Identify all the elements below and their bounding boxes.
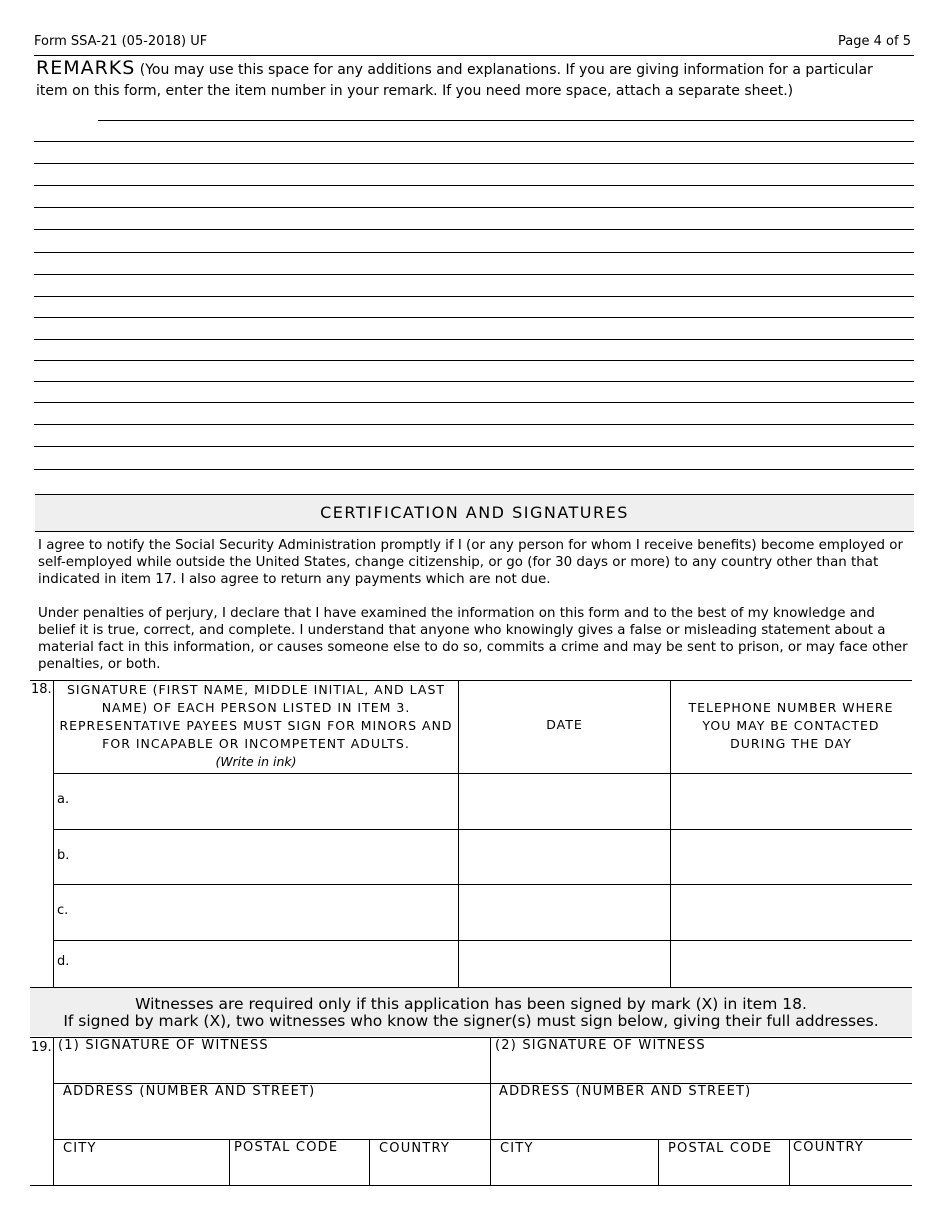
witness-2-signature-label: (2) SIGNATURE OF WITNESS xyxy=(495,1038,706,1053)
witness-1-city-field[interactable] xyxy=(54,1140,229,1185)
signature-field-a[interactable] xyxy=(54,774,458,829)
remarks-line xyxy=(98,120,914,121)
witness-1-signature-field[interactable] xyxy=(54,1038,490,1083)
phone-field-c[interactable] xyxy=(671,885,912,940)
remarks-line xyxy=(34,163,914,164)
remarks-line xyxy=(34,339,914,340)
witness-1-address-field[interactable] xyxy=(54,1084,490,1139)
page-number: Page 4 of 5 xyxy=(838,34,911,49)
signature-column-header xyxy=(54,681,458,771)
remarks-line xyxy=(34,185,914,186)
item18-number: 18. xyxy=(31,682,52,697)
witness-1-postal-field[interactable] xyxy=(230,1140,369,1185)
witness-2-postal-field[interactable] xyxy=(659,1140,789,1185)
witness-2-signature-field[interactable] xyxy=(491,1038,912,1083)
remarks-instructions: (You may use this space for any additions and explanations. If you are giving information for a particular item on this form, enter the item number in your remark. If you need more space, attach a separate sheet.) xyxy=(36,62,873,99)
witness-2-city-field[interactable] xyxy=(491,1140,658,1185)
witness-2-city-label: CITY xyxy=(500,1141,534,1156)
witness-1-city-label: CITY xyxy=(63,1141,97,1156)
row-letter: c. xyxy=(57,903,69,918)
witness-1-country-field[interactable] xyxy=(370,1140,490,1185)
row-letter: a. xyxy=(57,792,70,807)
remarks-block xyxy=(36,58,881,102)
remarks-line xyxy=(34,274,914,275)
witness-2-postal-label: POSTAL CODE xyxy=(668,1141,773,1156)
remarks-line xyxy=(34,381,914,382)
witness-1-country-label: COUNTRY xyxy=(379,1141,451,1156)
witness-2-address-label: ADDRESS (NUMBER AND STREET) xyxy=(499,1084,752,1099)
remarks-line xyxy=(34,446,914,447)
phone-column-header: TELEPHONE NUMBER WHERE YOU MAY BE CONTACTED DURING THE DAY xyxy=(688,700,894,751)
witness-notice-line-2: If signed by mark (X), two witnesses who know the signer(s) must sign below, giving their full addresses. xyxy=(63,1012,879,1030)
signature-header-note: (Write in ink) xyxy=(215,754,297,769)
certification-paragraph-1: I agree to notify the Social Security Administration promptly if I (or any person for whom I receive benefits) become employed or self-employed while outside the United States, change citizenship, or go (for 30 days or more) to any country other than that indicated in item 17. I also agree to return any payments which are not due. xyxy=(38,538,903,587)
date-field-d[interactable] xyxy=(459,941,670,987)
remarks-line xyxy=(34,424,914,425)
remarks-line xyxy=(34,207,914,208)
remarks-line xyxy=(34,296,914,297)
remarks-title: REMARKS xyxy=(36,57,136,79)
certification-heading: CERTIFICATION AND SIGNATURES xyxy=(35,494,914,532)
phone-field-a[interactable] xyxy=(671,774,912,829)
phone-field-b[interactable] xyxy=(671,830,912,884)
remarks-line xyxy=(34,402,914,403)
signature-header-text: SIGNATURE (FIRST NAME, MIDDLE INITIAL, AND LAST NAME) OF EACH PERSON LISTED IN ITEM 3. REPRESENTATIVE PAYEES MUST SIGN FOR MINORS AND FOR INCAPABLE OR INCOMPETENT ADULTS. xyxy=(59,682,453,751)
phone-field-d[interactable] xyxy=(671,941,912,987)
remarks-line xyxy=(34,229,914,230)
remarks-line xyxy=(34,469,914,470)
remarks-line xyxy=(34,360,914,361)
witness-2-country-label: COUNTRY xyxy=(793,1140,865,1155)
witness-notice-line-1: Witnesses are required only if this application has been signed by mark (X) in item 18. xyxy=(135,995,807,1013)
date-field-c[interactable] xyxy=(459,885,670,940)
witness-notice xyxy=(30,988,912,1036)
witness-1-address-label: ADDRESS (NUMBER AND STREET) xyxy=(63,1084,316,1099)
witness-1-postal-label: POSTAL CODE xyxy=(234,1140,339,1155)
certification-paragraph-2: Under penalties of perjury, I declare that I have examined the information on this form and to the best of my knowledge and belief it is true, correct, and complete. I understand that anyone who knowingly gives a false or misleading statement about a material fact in this information, or causes someone else to do so, commits a crime and may be sent to prison, or may face other penalties, or both. xyxy=(38,606,908,672)
witness-2-address-field[interactable] xyxy=(491,1084,912,1139)
date-field-a[interactable] xyxy=(459,774,670,829)
remarks-input-area[interactable] xyxy=(34,100,914,495)
remarks-line xyxy=(34,141,914,142)
item19-number: 19. xyxy=(31,1040,52,1055)
header-divider xyxy=(34,55,914,56)
row-letter: b. xyxy=(57,848,70,863)
form-id: Form SSA-21 (05-2018) UF xyxy=(34,34,208,49)
signature-field-c[interactable] xyxy=(54,885,458,940)
remarks-line xyxy=(34,317,914,318)
date-field-b[interactable] xyxy=(459,830,670,884)
signature-field-d[interactable] xyxy=(54,941,458,987)
witness-2-country-field[interactable] xyxy=(790,1140,912,1185)
remarks-line xyxy=(34,252,914,253)
signature-field-b[interactable] xyxy=(54,830,458,884)
witness-1-signature-label: (1) SIGNATURE OF WITNESS xyxy=(58,1038,269,1053)
row-letter: d. xyxy=(57,954,70,969)
date-column-header: DATE xyxy=(546,717,583,732)
